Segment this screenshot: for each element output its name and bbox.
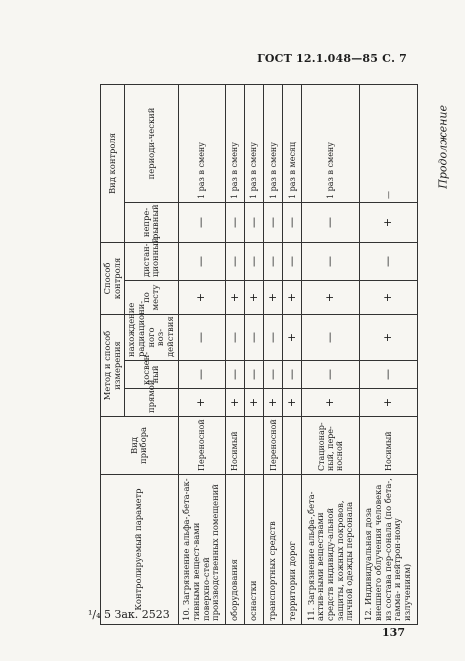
cell-direct: + bbox=[264, 389, 283, 417]
cell-indirect: — bbox=[302, 361, 360, 389]
cell-remote: — bbox=[302, 242, 360, 280]
cell-device: Носимый bbox=[225, 417, 244, 475]
cell-finding: — bbox=[178, 314, 225, 360]
table-row bbox=[302, 84, 360, 624]
header-continuous: непре-рывный bbox=[125, 202, 178, 242]
cell-indirect: — bbox=[245, 361, 264, 389]
table-row bbox=[245, 84, 264, 624]
header-indirect: косвен-ный bbox=[125, 361, 178, 389]
cell-periodic: 1 раз в смену bbox=[178, 84, 225, 202]
cell-periodic: 1 раз в смену bbox=[245, 84, 264, 202]
cell-continuous: — bbox=[264, 202, 283, 242]
cell-finding: — bbox=[264, 314, 283, 360]
rotated-table bbox=[100, 85, 418, 625]
cell-param: оснастки bbox=[245, 475, 264, 625]
cell-param: 12. Индивидуальная доза внешнего облучения человека из состава пер-сонала (по бета-, гамма- и нейтрон-ному излучениям) bbox=[360, 475, 418, 625]
page-number: 137 bbox=[382, 626, 405, 639]
header-remote: дистан-ционный bbox=[125, 242, 178, 280]
cell-remote: — bbox=[178, 242, 225, 280]
header-method-group: Метод и способ измерения bbox=[101, 314, 125, 416]
cell-direct: + bbox=[245, 389, 264, 417]
cell-remote: — bbox=[360, 242, 418, 280]
cell-indirect: — bbox=[264, 361, 283, 389]
cell-continuous: — bbox=[302, 202, 360, 242]
table-row bbox=[178, 84, 225, 624]
cell-periodic: 1 раз в смену bbox=[225, 84, 244, 202]
cell-param: оборудования bbox=[225, 475, 244, 625]
cell-param: транспортных средств bbox=[264, 475, 283, 625]
cell-at-place: + bbox=[360, 280, 418, 314]
cell-remote: — bbox=[283, 242, 302, 280]
cell-at-place: + bbox=[302, 280, 360, 314]
continuation-label: Продолжение bbox=[437, 105, 450, 189]
cell-periodic: 1 раз в месяц bbox=[283, 84, 302, 202]
header-direct: прямой bbox=[125, 389, 178, 417]
cell-periodic: 1 раз в смену bbox=[264, 84, 283, 202]
cell-direct: + bbox=[225, 389, 244, 417]
cell-periodic: — bbox=[360, 84, 418, 202]
cell-param: 10. Загрязнение альфа-,бета-ак-тивными вещест-вами поверхно-стей производственных помещений bbox=[178, 475, 225, 625]
cell-device bbox=[245, 417, 264, 475]
cell-direct: + bbox=[283, 389, 302, 417]
cell-continuous: — bbox=[178, 202, 225, 242]
cell-periodic: 1 раз в смену bbox=[302, 84, 360, 202]
cell-continuous: — bbox=[245, 202, 264, 242]
cell-at-place: + bbox=[178, 280, 225, 314]
cell-device bbox=[283, 417, 302, 475]
cell-finding: — bbox=[225, 314, 244, 360]
cell-continuous: + bbox=[360, 202, 418, 242]
table-row bbox=[264, 84, 283, 624]
header-at-place: по месту bbox=[125, 280, 178, 314]
cell-continuous: — bbox=[225, 202, 244, 242]
cell-direct: + bbox=[360, 389, 418, 417]
cell-finding: + bbox=[360, 314, 418, 360]
cell-remote: — bbox=[264, 242, 283, 280]
cell-indirect: — bbox=[178, 361, 225, 389]
control-table bbox=[100, 84, 418, 625]
table-row bbox=[283, 84, 302, 624]
header-device: Вид прибора bbox=[101, 417, 179, 475]
cell-finding: + bbox=[283, 314, 302, 360]
header-periodic: периоди-ческий bbox=[125, 84, 178, 202]
cell-direct: + bbox=[302, 389, 360, 417]
page-header: ГОСТ 12.1.048—85 С. 7 bbox=[257, 52, 407, 65]
cell-finding: — bbox=[302, 314, 360, 360]
cell-device: Носимый bbox=[360, 417, 418, 475]
table-row bbox=[360, 84, 418, 624]
table-row bbox=[225, 84, 244, 624]
cell-indirect: — bbox=[225, 361, 244, 389]
cell-device: Переносной bbox=[264, 417, 283, 475]
cell-at-place: + bbox=[264, 280, 283, 314]
footer-order: ¹/₄ 5 Зак. 2523 bbox=[88, 608, 170, 621]
cell-direct: + bbox=[178, 389, 225, 417]
cell-param: территории дорог bbox=[283, 475, 302, 625]
header-method-control: Способ контроля bbox=[101, 242, 125, 314]
header-kind-control: Вид контроля bbox=[101, 84, 125, 242]
cell-continuous: — bbox=[283, 202, 302, 242]
cell-indirect: — bbox=[283, 361, 302, 389]
header-param: Контролируемый параметр bbox=[101, 475, 179, 625]
header-finding: нахождение радиациони-ного воз-действия bbox=[125, 314, 178, 360]
cell-finding: — bbox=[245, 314, 264, 360]
cell-remote: — bbox=[245, 242, 264, 280]
cell-param: 11. Загрязнение альфа-,бета-актив-ными веществами средств индивиду-альной защиты, кожных покровов, личной одежды персонала bbox=[302, 475, 360, 625]
cell-device: Переносной bbox=[178, 417, 225, 475]
cell-at-place: + bbox=[245, 280, 264, 314]
cell-indirect: — bbox=[360, 361, 418, 389]
cell-at-place: + bbox=[283, 280, 302, 314]
cell-at-place: + bbox=[225, 280, 244, 314]
cell-remote: — bbox=[225, 242, 244, 280]
cell-device: Стационар-ный, пере-носной bbox=[302, 417, 360, 475]
